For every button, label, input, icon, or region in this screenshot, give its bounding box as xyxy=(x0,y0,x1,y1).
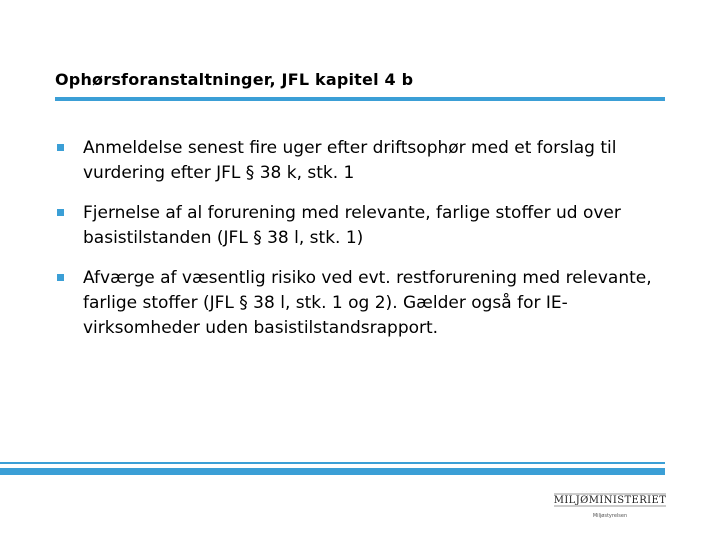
bullet-square-icon xyxy=(57,209,64,216)
bullet-list xyxy=(55,136,675,356)
logo-subtitle: Miljøstyrelsen xyxy=(592,513,628,519)
bullet-square-icon xyxy=(57,274,64,281)
logo-wordmark: MILJØMINISTERIET xyxy=(553,495,667,506)
title-divider xyxy=(55,97,665,101)
bullet-text: Anmeldelse senest fire uger efter driftsophør med et forslag til vurdering efter JFL § 38 k, stk. 1 xyxy=(83,138,617,183)
footer-divider-thick xyxy=(0,468,665,475)
footer-divider-thin xyxy=(0,462,665,464)
slide-title: Ophørsforanstaltninger, JFL kapitel 4 b xyxy=(55,70,414,89)
svg-text:· · · · · · · · ·: · · · · · · · · · xyxy=(582,489,616,493)
bullet-square-icon xyxy=(57,144,64,151)
bullet-item xyxy=(55,266,675,341)
bullet-item xyxy=(55,201,675,251)
bullet-item xyxy=(55,136,675,186)
bullet-text: Fjernelse af al forurening med relevante, farlige stoffer ud over basistilstanden (JFL § 38 l, stk. 1) xyxy=(83,203,621,248)
miljoministeriet-logo xyxy=(552,486,668,522)
bullet-text: Afværge af væsentlig risiko ved evt. restforurening med relevante, farlige stoffer (JFL § 38 l, stk. 1 og 2). Gælder også for IE-virksomheder uden basistilstandsrapport. xyxy=(83,268,652,338)
